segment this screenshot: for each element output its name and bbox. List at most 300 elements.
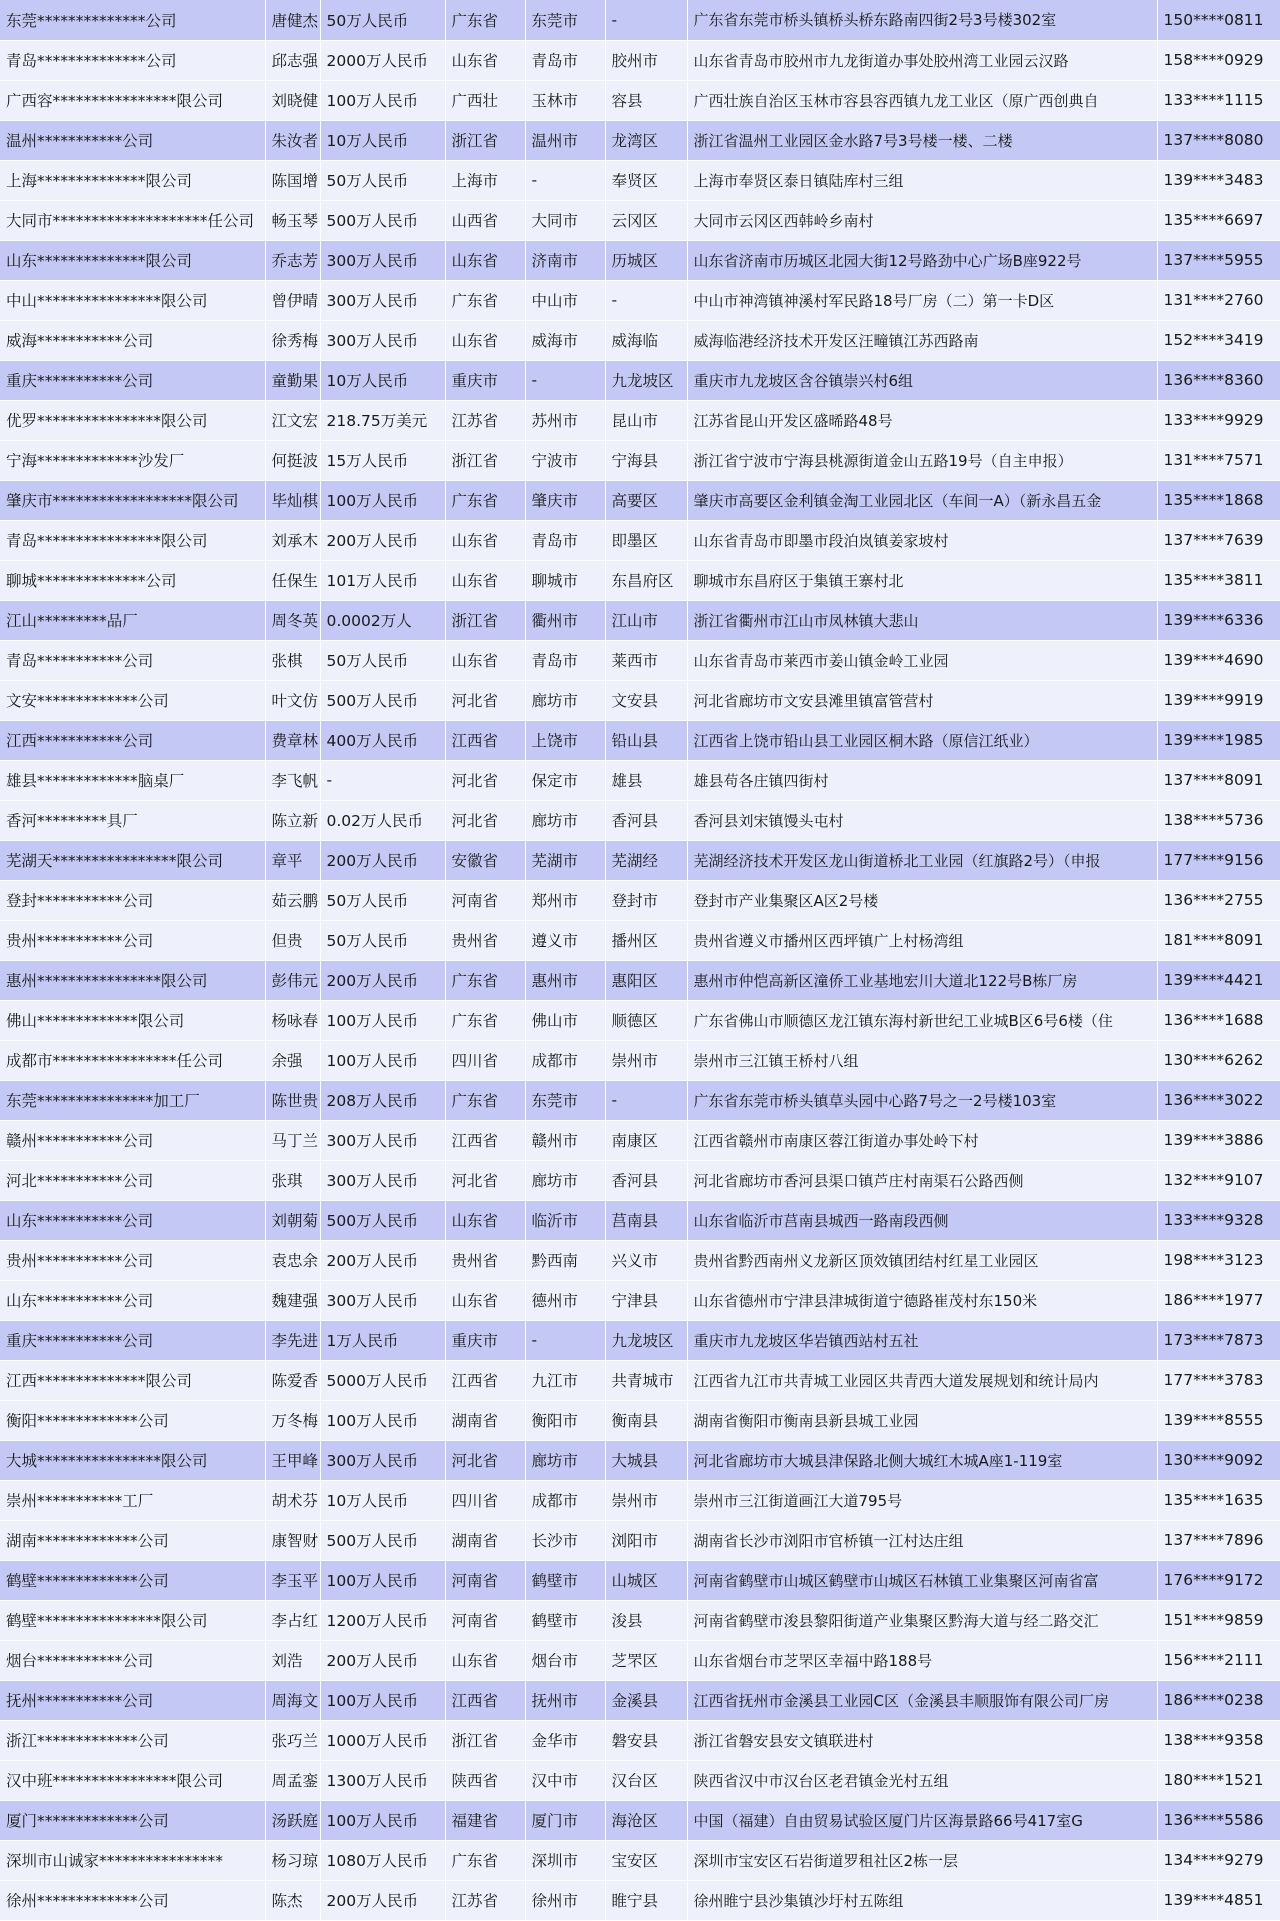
contact-person-cell: 万冬梅 <box>265 1400 320 1440</box>
contact-person-cell: 陈杰 <box>265 1880 320 1920</box>
registered-capital-cell: 5000万人民币 <box>320 1360 445 1400</box>
contact-person-cell: 叶文仿 <box>265 680 320 720</box>
company-name-cell: 鹤壁*************公司 <box>0 1560 265 1600</box>
contact-person-cell: 李先进 <box>265 1320 320 1360</box>
phone-cell: 133****9328 <box>1157 1200 1280 1240</box>
phone-cell: 158****0929 <box>1157 40 1280 80</box>
district-cell: 浏阳市 <box>605 1520 687 1560</box>
address-cell: 山东省烟台市芝罘区幸福中路188号 <box>687 1640 1157 1680</box>
province-cell: 广东省 <box>445 280 525 320</box>
phone-cell: 139****3886 <box>1157 1120 1280 1160</box>
registered-capital-cell: 100万人民币 <box>320 480 445 520</box>
company-name-cell: 惠州****************限公司 <box>0 960 265 1000</box>
province-cell: 河北省 <box>445 680 525 720</box>
registered-capital-cell: 50万人民币 <box>320 880 445 920</box>
city-cell: 鹤壁市 <box>525 1560 605 1600</box>
company-name-cell: 文安*************公司 <box>0 680 265 720</box>
table-row <box>0 400 1280 440</box>
contact-person-cell: 周孟銮 <box>265 1760 320 1800</box>
address-cell: 登封市产业集聚区A区2号楼 <box>687 880 1157 920</box>
phone-cell: 131****2760 <box>1157 280 1280 320</box>
phone-cell: 186****1977 <box>1157 1280 1280 1320</box>
city-cell: 遵义市 <box>525 920 605 960</box>
registered-capital-cell: 500万人民币 <box>320 680 445 720</box>
registered-capital-cell: 200万人民币 <box>320 960 445 1000</box>
province-cell: 山西省 <box>445 200 525 240</box>
district-cell: 雄县 <box>605 760 687 800</box>
city-cell: 宁波市 <box>525 440 605 480</box>
table-row <box>0 1040 1280 1080</box>
address-cell: 芜湖经济技术开发区龙山街道桥北工业园（红旗路2号）（申报 <box>687 840 1157 880</box>
province-cell: 广东省 <box>445 1080 525 1120</box>
company-name-cell: 烟台***********公司 <box>0 1640 265 1680</box>
address-cell: 山东省临沂市莒南县城西一路南段西侧 <box>687 1200 1157 1240</box>
registered-capital-cell: 400万人民币 <box>320 720 445 760</box>
city-cell: 厦门市 <box>525 1800 605 1840</box>
address-cell: 湖南省衡阳市衡南县新县城工业园 <box>687 1400 1157 1440</box>
province-cell: 江苏省 <box>445 400 525 440</box>
address-cell: 河北省廊坊市文安县滩里镇富管营村 <box>687 680 1157 720</box>
city-cell: 青岛市 <box>525 40 605 80</box>
table-row <box>0 440 1280 480</box>
company-name-cell: 湖南*************公司 <box>0 1520 265 1560</box>
province-cell: 山东省 <box>445 520 525 560</box>
table-row <box>0 120 1280 160</box>
district-cell: 奉贤区 <box>605 160 687 200</box>
phone-cell: 139****8555 <box>1157 1400 1280 1440</box>
address-cell: 山东省青岛市胶州市九龙街道办事处胶州湾工业园云汉路 <box>687 40 1157 80</box>
contact-person-cell: 费章林 <box>265 720 320 760</box>
district-cell: 芜湖经 <box>605 840 687 880</box>
province-cell: 浙江省 <box>445 440 525 480</box>
district-cell: 即墨区 <box>605 520 687 560</box>
contact-person-cell: 马丁兰 <box>265 1120 320 1160</box>
province-cell: 河南省 <box>445 880 525 920</box>
address-cell: 大同市云冈区西韩岭乡南村 <box>687 200 1157 240</box>
table-row <box>0 1640 1280 1680</box>
address-cell: 湖南省长沙市浏阳市官桥镇一江村达庄组 <box>687 1520 1157 1560</box>
company-name-cell: 江西***********公司 <box>0 720 265 760</box>
district-cell: 宁津县 <box>605 1280 687 1320</box>
phone-cell: 139****4421 <box>1157 960 1280 1000</box>
phone-cell: 177****9156 <box>1157 840 1280 880</box>
registered-capital-cell: 1300万人民币 <box>320 1760 445 1800</box>
phone-cell: 150****0811 <box>1157 0 1280 40</box>
contact-person-cell: 杨习琼 <box>265 1840 320 1880</box>
phone-cell: 139****4851 <box>1157 1880 1280 1920</box>
phone-cell: 152****3419 <box>1157 320 1280 360</box>
province-cell: 四川省 <box>445 1040 525 1080</box>
company-name-cell: 深圳市山诚家**************** <box>0 1840 265 1880</box>
contact-person-cell: 魏建强 <box>265 1280 320 1320</box>
address-cell: 江西省九江市共青城工业园区共青西大道发展规划和统计局内 <box>687 1360 1157 1400</box>
contact-person-cell: 何挺波 <box>265 440 320 480</box>
company-name-cell: 成都市****************任公司 <box>0 1040 265 1080</box>
table-row <box>0 880 1280 920</box>
province-cell: 江西省 <box>445 1680 525 1720</box>
registered-capital-cell: 10万人民币 <box>320 1480 445 1520</box>
company-name-cell: 大同市********************任公司 <box>0 200 265 240</box>
table-row <box>0 1000 1280 1040</box>
address-cell: 河南省鹤壁市浚县黎阳街道产业集聚区黔海大道与经二路交汇 <box>687 1600 1157 1640</box>
registered-capital-cell: 300万人民币 <box>320 280 445 320</box>
registered-capital-cell: 100万人民币 <box>320 1400 445 1440</box>
phone-cell: 138****9358 <box>1157 1720 1280 1760</box>
city-cell: - <box>525 1320 605 1360</box>
phone-cell: 135****1635 <box>1157 1480 1280 1520</box>
province-cell: 湖南省 <box>445 1520 525 1560</box>
contact-person-cell: 陈爱香 <box>265 1360 320 1400</box>
district-cell: 海沧区 <box>605 1800 687 1840</box>
district-cell: 大城县 <box>605 1440 687 1480</box>
table-row <box>0 840 1280 880</box>
registered-capital-cell: 0.02万人民币 <box>320 800 445 840</box>
phone-cell: 156****2111 <box>1157 1640 1280 1680</box>
contact-person-cell: 毕灿棋 <box>265 480 320 520</box>
table-row <box>0 960 1280 1000</box>
district-cell: 金溪县 <box>605 1680 687 1720</box>
contact-person-cell: 胡术芬 <box>265 1480 320 1520</box>
phone-cell: 133****9929 <box>1157 400 1280 440</box>
contact-person-cell: 刘晓健 <box>265 80 320 120</box>
registered-capital-cell: 50万人民币 <box>320 640 445 680</box>
city-cell: 德州市 <box>525 1280 605 1320</box>
address-cell: 河北省廊坊市香河县渠口镇芦庄村南渠石公路西侧 <box>687 1160 1157 1200</box>
city-cell: 黔西南 <box>525 1240 605 1280</box>
registered-capital-cell: 300万人民币 <box>320 1160 445 1200</box>
company-name-cell: 衡阳*************公司 <box>0 1400 265 1440</box>
province-cell: 广东省 <box>445 1000 525 1040</box>
province-cell: 山东省 <box>445 1280 525 1320</box>
district-cell: 东昌府区 <box>605 560 687 600</box>
address-cell: 浙江省温州工业园区金水路7号3号楼一楼、二楼 <box>687 120 1157 160</box>
city-cell: 大同市 <box>525 200 605 240</box>
province-cell: 河北省 <box>445 1440 525 1480</box>
address-cell: 香河县刘宋镇馒头屯村 <box>687 800 1157 840</box>
city-cell: 廊坊市 <box>525 800 605 840</box>
province-cell: 山东省 <box>445 560 525 600</box>
registered-capital-cell: 200万人民币 <box>320 1640 445 1680</box>
city-cell: 深圳市 <box>525 1840 605 1880</box>
contact-person-cell: 邱志强 <box>265 40 320 80</box>
registered-capital-cell: 200万人民币 <box>320 520 445 560</box>
company-name-cell: 青岛****************限公司 <box>0 520 265 560</box>
contact-person-cell: 任保生 <box>265 560 320 600</box>
company-name-cell: 赣州***********公司 <box>0 1120 265 1160</box>
phone-cell: 139****4690 <box>1157 640 1280 680</box>
phone-cell: 186****0238 <box>1157 1680 1280 1720</box>
district-cell: 昆山市 <box>605 400 687 440</box>
registered-capital-cell: 1万人民币 <box>320 1320 445 1360</box>
address-cell: 广东省佛山市顺德区龙江镇东海村新世纪工业城B区6号6楼（住 <box>687 1000 1157 1040</box>
address-cell: 广东省东莞市桥头镇草头园中心路7号之一2号楼103室 <box>687 1080 1157 1120</box>
address-cell: 浙江省衢州市江山市凤林镇大悲山 <box>687 600 1157 640</box>
phone-cell: 135****1868 <box>1157 480 1280 520</box>
province-cell: 上海市 <box>445 160 525 200</box>
city-cell: 九江市 <box>525 1360 605 1400</box>
contact-person-cell: 畅玉琴 <box>265 200 320 240</box>
registered-capital-cell: 100万人民币 <box>320 80 445 120</box>
registered-capital-cell: 300万人民币 <box>320 1280 445 1320</box>
phone-cell: 132****9107 <box>1157 1160 1280 1200</box>
contact-person-cell: 周海文 <box>265 1680 320 1720</box>
table-row <box>0 80 1280 120</box>
contact-person-cell: 唐健杰 <box>265 0 320 40</box>
company-name-cell: 肇庆市******************限公司 <box>0 480 265 520</box>
city-cell: 中山市 <box>525 280 605 320</box>
address-cell: 雄县苟各庄镇四街村 <box>687 760 1157 800</box>
district-cell: 磐安县 <box>605 1720 687 1760</box>
address-cell: 江西省上饶市铅山县工业园区桐木路（原信江纸业） <box>687 720 1157 760</box>
address-cell: 崇州市三江镇王桥村八组 <box>687 1040 1157 1080</box>
table-row <box>0 320 1280 360</box>
registered-capital-cell: 50万人民币 <box>320 920 445 960</box>
address-cell: 山东省济南市历城区北园大街12号路劲中心广场B座922号 <box>687 240 1157 280</box>
phone-cell: 176****9172 <box>1157 1560 1280 1600</box>
company-name-cell: 徐州*************公司 <box>0 1880 265 1920</box>
phone-cell: 173****7873 <box>1157 1320 1280 1360</box>
district-cell: 宁海县 <box>605 440 687 480</box>
city-cell: 肇庆市 <box>525 480 605 520</box>
phone-cell: 136****5586 <box>1157 1800 1280 1840</box>
province-cell: 湖南省 <box>445 1400 525 1440</box>
company-name-cell: 东莞***************加工厂 <box>0 1080 265 1120</box>
district-cell: 衡南县 <box>605 1400 687 1440</box>
contact-person-cell: 袁忠余 <box>265 1240 320 1280</box>
company-name-cell: 厦门*************公司 <box>0 1800 265 1840</box>
province-cell: 山东省 <box>445 40 525 80</box>
company-name-cell: 青岛**************公司 <box>0 40 265 80</box>
phone-cell: 180****1521 <box>1157 1760 1280 1800</box>
district-cell: 莱西市 <box>605 640 687 680</box>
district-cell: 文安县 <box>605 680 687 720</box>
address-cell: 陕西省汉中市汉台区老君镇金光村五组 <box>687 1760 1157 1800</box>
city-cell: 烟台市 <box>525 1640 605 1680</box>
contact-person-cell: 李飞帆 <box>265 760 320 800</box>
phone-cell: 130****9092 <box>1157 1440 1280 1480</box>
registered-capital-cell: 208万人民币 <box>320 1080 445 1120</box>
company-name-cell: 重庆***********公司 <box>0 360 265 400</box>
phone-cell: 137****7896 <box>1157 1520 1280 1560</box>
province-cell: 江苏省 <box>445 1880 525 1920</box>
company-name-cell: 江山*********品厂 <box>0 600 265 640</box>
district-cell: 兴义市 <box>605 1240 687 1280</box>
district-cell: 崇州市 <box>605 1480 687 1520</box>
registered-capital-cell: 300万人民币 <box>320 320 445 360</box>
table-row <box>0 1600 1280 1640</box>
table-row <box>0 200 1280 240</box>
city-cell: 临沂市 <box>525 1200 605 1240</box>
province-cell: 重庆市 <box>445 360 525 400</box>
district-cell: 九龙坡区 <box>605 360 687 400</box>
registered-capital-cell: 1200万人民币 <box>320 1600 445 1640</box>
district-cell: 登封市 <box>605 880 687 920</box>
province-cell: 四川省 <box>445 1480 525 1520</box>
company-name-cell: 温州***********公司 <box>0 120 265 160</box>
registered-capital-cell: 500万人民币 <box>320 200 445 240</box>
company-name-cell: 浙江*************公司 <box>0 1720 265 1760</box>
phone-cell: 138****5736 <box>1157 800 1280 840</box>
address-cell: 江西省赣州市南康区蓉江街道办事处岭下村 <box>687 1120 1157 1160</box>
address-cell: 中山市神湾镇神溪村军民路18号厂房（二）第一卡D区 <box>687 280 1157 320</box>
province-cell: 江西省 <box>445 1360 525 1400</box>
contact-person-cell: 王甲峰 <box>265 1440 320 1480</box>
city-cell: 廊坊市 <box>525 680 605 720</box>
contact-person-cell: 张琪 <box>265 1160 320 1200</box>
registered-capital-cell: 200万人民币 <box>320 1880 445 1920</box>
contact-person-cell: 刘承木 <box>265 520 320 560</box>
province-cell: 山东省 <box>445 320 525 360</box>
contact-person-cell: 陈立新 <box>265 800 320 840</box>
city-cell: 惠州市 <box>525 960 605 1000</box>
table-row <box>0 600 1280 640</box>
contact-person-cell: 曾伊晴 <box>265 280 320 320</box>
address-cell: 威海临港经济技术开发区汪疃镇江苏西路南 <box>687 320 1157 360</box>
company-name-cell: 河北***********公司 <box>0 1160 265 1200</box>
table-row <box>0 40 1280 80</box>
city-cell: - <box>525 160 605 200</box>
registered-capital-cell: 500万人民币 <box>320 1200 445 1240</box>
city-cell: 廊坊市 <box>525 1160 605 1200</box>
table-row <box>0 520 1280 560</box>
registered-capital-cell: 50万人民币 <box>320 160 445 200</box>
contact-person-cell: 徐秀梅 <box>265 320 320 360</box>
city-cell: 金华市 <box>525 1720 605 1760</box>
contact-person-cell: 江文宏 <box>265 400 320 440</box>
phone-cell: 198****3123 <box>1157 1240 1280 1280</box>
company-name-cell: 重庆***********公司 <box>0 1320 265 1360</box>
company-name-cell: 优罗****************限公司 <box>0 400 265 440</box>
table-row <box>0 1320 1280 1360</box>
province-cell: 山东省 <box>445 1640 525 1680</box>
city-cell: 苏州市 <box>525 400 605 440</box>
company-name-cell: 东莞**************公司 <box>0 0 265 40</box>
phone-cell: 139****9919 <box>1157 680 1280 720</box>
phone-cell: 133****1115 <box>1157 80 1280 120</box>
address-cell: 徐州睢宁县沙集镇沙圩村五陈组 <box>687 1880 1157 1920</box>
province-cell: 广东省 <box>445 480 525 520</box>
table-row <box>0 1760 1280 1800</box>
district-cell: 共青城市 <box>605 1360 687 1400</box>
province-cell: 江西省 <box>445 1120 525 1160</box>
province-cell: 广西壮 <box>445 80 525 120</box>
contact-person-cell: 陈国增 <box>265 160 320 200</box>
phone-cell: 181****8091 <box>1157 920 1280 960</box>
contact-person-cell: 朱汝者 <box>265 120 320 160</box>
table-row <box>0 1080 1280 1120</box>
company-name-cell: 崇州***********工厂 <box>0 1480 265 1520</box>
province-cell: 河北省 <box>445 1160 525 1200</box>
district-cell: 崇州市 <box>605 1040 687 1080</box>
table-row <box>0 1400 1280 1440</box>
district-cell: 云冈区 <box>605 200 687 240</box>
address-cell: 上海市奉贤区泰日镇陆库村三组 <box>687 160 1157 200</box>
district-cell: - <box>605 0 687 40</box>
table-row <box>0 1280 1280 1320</box>
province-cell: 广东省 <box>445 1840 525 1880</box>
contact-person-cell: 康智财 <box>265 1520 320 1560</box>
table-row <box>0 0 1280 40</box>
district-cell: 莒南县 <box>605 1200 687 1240</box>
province-cell: 浙江省 <box>445 600 525 640</box>
registered-capital-cell: 0.0002万人 <box>320 600 445 640</box>
phone-cell: 136****3022 <box>1157 1080 1280 1120</box>
city-cell: 保定市 <box>525 760 605 800</box>
registered-capital-cell: 100万人民币 <box>320 1040 445 1080</box>
company-name-cell: 芜湖天****************限公司 <box>0 840 265 880</box>
contact-person-cell: 刘浩 <box>265 1640 320 1680</box>
district-cell: 香河县 <box>605 1160 687 1200</box>
registered-capital-cell: 100万人民币 <box>320 1560 445 1600</box>
city-cell: 佛山市 <box>525 1000 605 1040</box>
phone-cell: 137****5955 <box>1157 240 1280 280</box>
address-cell: 深圳市宝安区石岩街道罗租社区2栋一层 <box>687 1840 1157 1880</box>
province-cell: 广东省 <box>445 0 525 40</box>
table-row <box>0 1800 1280 1840</box>
province-cell: 山东省 <box>445 240 525 280</box>
contact-person-cell: 但贵 <box>265 920 320 960</box>
address-cell: 贵州省黔西南州义龙新区顶效镇团结村红星工业园区 <box>687 1240 1157 1280</box>
table-row <box>0 360 1280 400</box>
province-cell: 广东省 <box>445 960 525 1000</box>
registered-capital-cell: 200万人民币 <box>320 1240 445 1280</box>
address-cell: 山东省青岛市即墨市段泊岚镇姜家坡村 <box>687 520 1157 560</box>
table-row <box>0 1880 1280 1920</box>
province-cell: 福建省 <box>445 1800 525 1840</box>
company-name-cell: 中山****************限公司 <box>0 280 265 320</box>
province-cell: 山东省 <box>445 640 525 680</box>
contact-person-cell: 余强 <box>265 1040 320 1080</box>
city-cell: 赣州市 <box>525 1120 605 1160</box>
city-cell: 温州市 <box>525 120 605 160</box>
district-cell: 播州区 <box>605 920 687 960</box>
registered-capital-cell: 100万人民币 <box>320 1000 445 1040</box>
province-cell: 河北省 <box>445 800 525 840</box>
company-name-cell: 贵州***********公司 <box>0 920 265 960</box>
city-cell: 威海市 <box>525 320 605 360</box>
phone-cell: 136****8360 <box>1157 360 1280 400</box>
address-cell: 河北省廊坊市大城县津保路北侧大城红木城A座1-119室 <box>687 1440 1157 1480</box>
registered-capital-cell: 2000万人民币 <box>320 40 445 80</box>
address-cell: 贵州省遵义市播州区西坪镇广上村杨湾组 <box>687 920 1157 960</box>
address-cell: 山东省青岛市莱西市姜山镇金岭工业园 <box>687 640 1157 680</box>
province-cell: 重庆市 <box>445 1320 525 1360</box>
district-cell: 宝安区 <box>605 1840 687 1880</box>
registered-capital-cell: 500万人民币 <box>320 1520 445 1560</box>
address-cell: 广西壮族自治区玉林市容县容西镇九龙工业区（原广西创典自 <box>687 80 1157 120</box>
city-cell: - <box>525 360 605 400</box>
company-name-cell: 佛山*************限公司 <box>0 1000 265 1040</box>
phone-cell: 177****3783 <box>1157 1360 1280 1400</box>
contact-person-cell: 周冬英 <box>265 600 320 640</box>
company-name-cell: 上海**************限公司 <box>0 160 265 200</box>
city-cell: 上饶市 <box>525 720 605 760</box>
district-cell: 顺德区 <box>605 1000 687 1040</box>
phone-cell: 131****7571 <box>1157 440 1280 480</box>
city-cell: 青岛市 <box>525 640 605 680</box>
registered-capital-cell: 10万人民币 <box>320 360 445 400</box>
contact-person-cell: 童勤果 <box>265 360 320 400</box>
address-cell: 山东省德州市宁津县津城街道宁德路崔茂村东150米 <box>687 1280 1157 1320</box>
company-name-cell: 山东***********公司 <box>0 1200 265 1240</box>
registered-capital-cell: 50万人民币 <box>320 0 445 40</box>
district-cell: 芝罘区 <box>605 1640 687 1680</box>
table-row <box>0 1680 1280 1720</box>
company-name-cell: 青岛***********公司 <box>0 640 265 680</box>
address-cell: 广东省东莞市桥头镇桥头桥东路南四街2号3号楼302室 <box>687 0 1157 40</box>
company-name-cell: 山东***********公司 <box>0 1280 265 1320</box>
phone-cell: 151****9859 <box>1157 1600 1280 1640</box>
